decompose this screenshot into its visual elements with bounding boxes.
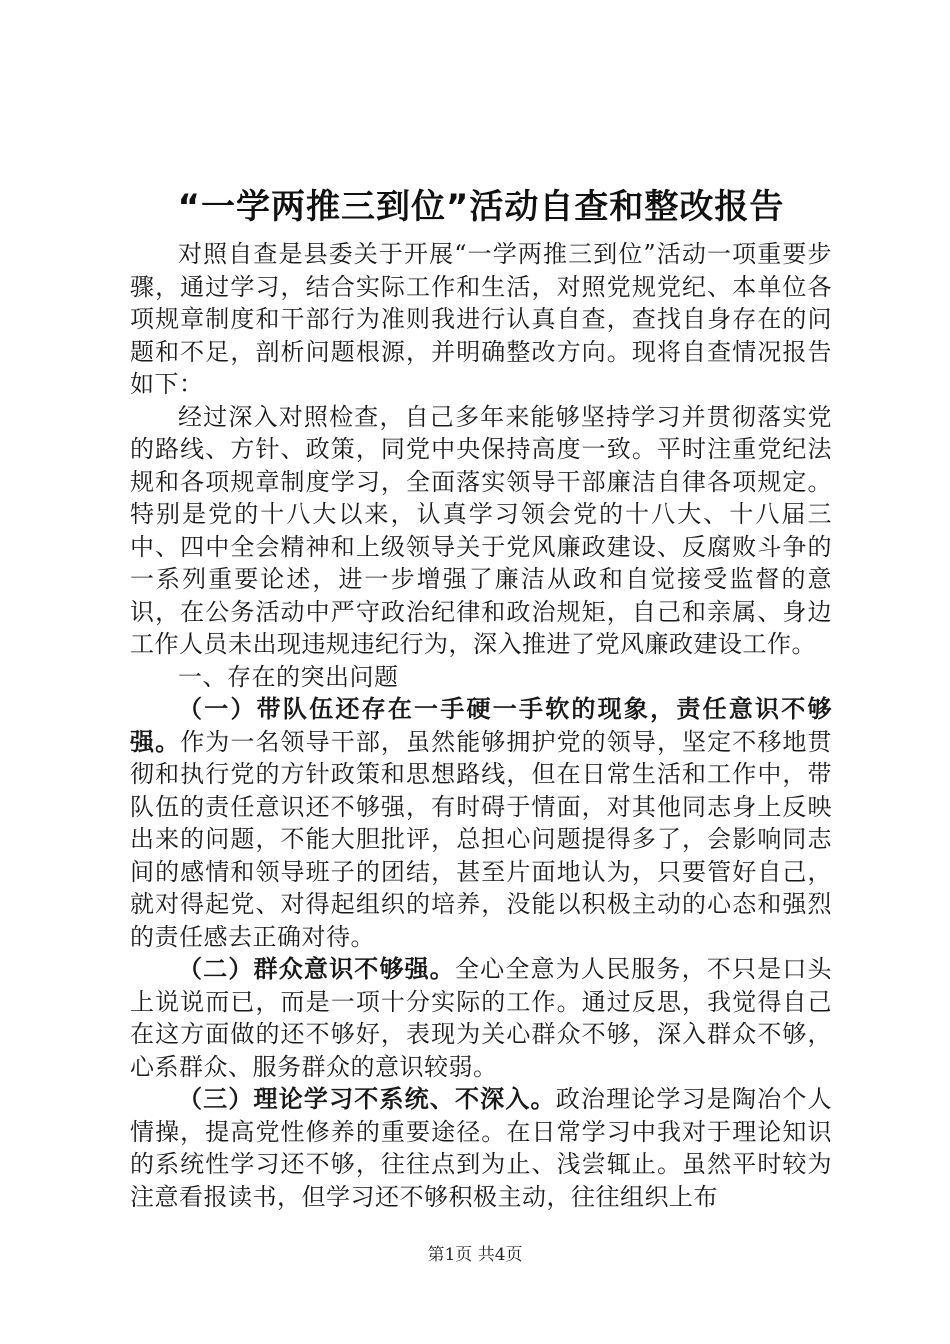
summary-paragraph (130, 401, 832, 661)
page-number: 第1页 共4页 (427, 1245, 523, 1265)
problem-paragraph-1 (130, 693, 832, 953)
problem-lead: （三）理论学习不系统、不深入。 (178, 1085, 556, 1113)
document-page (130, 182, 832, 1213)
problem-lead: （一）带队伍还存在一手硬一手软的现象，责任意识不够强。 (130, 695, 832, 756)
page-footer (0, 1244, 950, 1266)
problem-text: 全心全意为人民服务，不只是口头上说说而已，而是一项十分实际的工作。通过反思，我觉得自己在这方面做的还不够好，表现为关心群众不够，深入群众不够，心系群众、服务群众的意识较弱。 (130, 955, 833, 1081)
problem-paragraph-2 (130, 953, 832, 1083)
problem-lead: （二）群众意识不够强。 (178, 955, 455, 983)
intro-paragraph (130, 238, 832, 401)
problem-text: 政治理论学习是陶冶个人情操，提高党性修养的重要途径。在日常学习中我对于理论知识的系统性学习还不够，往往点到为止、浅尝辄止。虽然平时较为注意看报读书，但学习还不够积极主动，往往组织上布 (130, 1085, 833, 1211)
paragraph-text: 经过深入对照检查，自己多年来能够坚持学习并贯彻落实党的路线、方针、政策，同党中央保持高度一致。平时注重党纪法规和各项规章制度学习，全面落实领导干部廉洁自律各项规定。特别是党的十八大以来，认真学习领会党的十八大、十八届三中、四中全会精神和上级领导关于党风廉政建设、反腐败斗争的一系列重要论述，进一步增强了廉洁从政和自觉接受监督的意识，在公务活动中严守政治纪律和政治规矩，自己和亲属、身边工作人员未出现违规违纪行为，深入推进了党风廉政建设工作。 (130, 402, 832, 658)
paragraph-text: 对照自查是县委关于开展“一学两推三到位”活动一项重要步骤，通过学习，结合实际工作和生活，对照党规党纪、本单位各项规章制度和干部行为准则我进行认真自查，查找自身存在的问题和不足，剖析问题根源，并明确整改方向。现将自查情况报告如下： (130, 240, 832, 398)
section-heading: 一、存在的突出问题 (178, 662, 399, 691)
problem-text: 作为一名领导干部，虽然能够拥护党的领导，坚定不移地贯彻和执行党的方针政策和思想路线，但在日常生活和工作中，带队伍的责任意识还不够强，有时碍于情面，对其他同志身上反映出来的问题，不能大胆批评，总担心问题提得多了，会影响同志间的感情和领导班子的团结，甚至片面地认为，只要管好自己，就对得起党、对得起组织的培养，没能以积极主动的心态和强烈的责任感去正确对待。 (130, 727, 833, 951)
document-title: “一学两推三到位”活动自查和整改报告 (177, 187, 785, 227)
problem-paragraph-3 (130, 1083, 832, 1213)
